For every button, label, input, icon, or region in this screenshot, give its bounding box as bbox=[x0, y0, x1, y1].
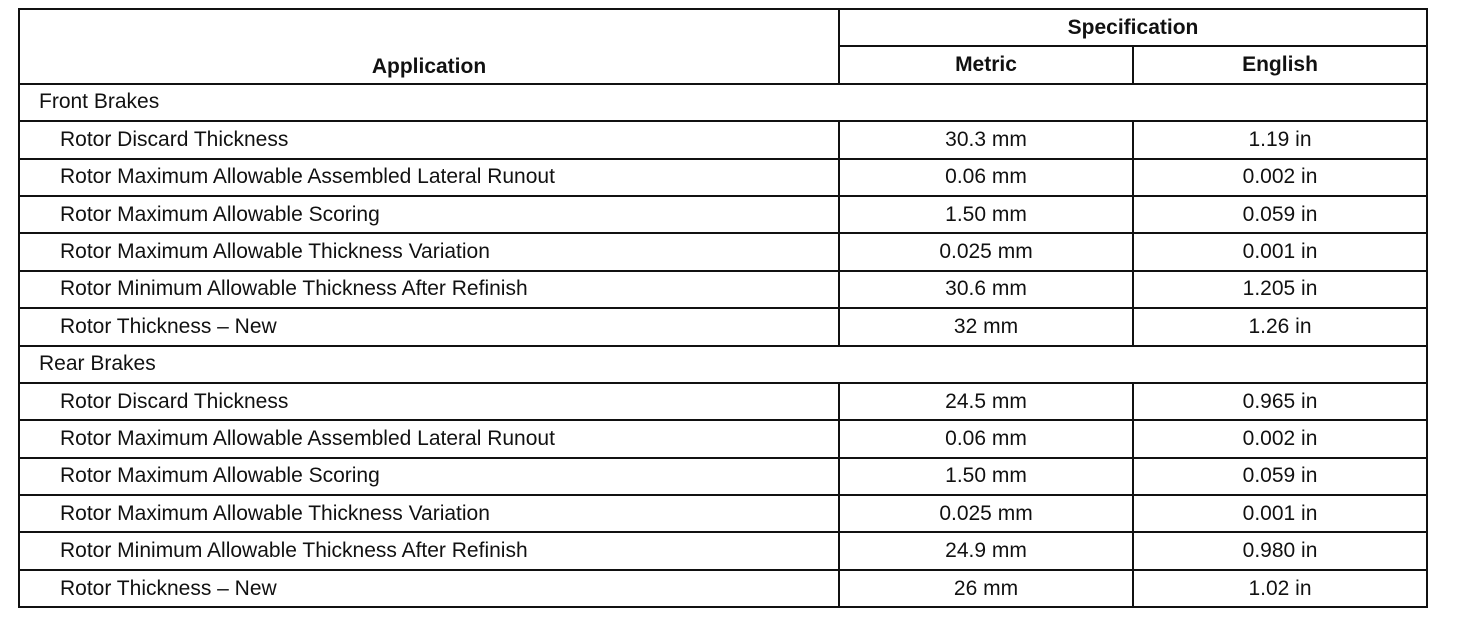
table-row bbox=[19, 196, 1427, 233]
table-row bbox=[19, 233, 1427, 270]
table-row bbox=[19, 420, 1427, 457]
section-title: Front Brakes bbox=[19, 84, 1427, 121]
table-row bbox=[19, 308, 1427, 345]
section-title: Rear Brakes bbox=[19, 346, 1427, 383]
english-cell: 0.980 in bbox=[1133, 532, 1427, 569]
english-cell: 0.059 in bbox=[1133, 458, 1427, 495]
english-cell: 1.205 in bbox=[1133, 271, 1427, 308]
section-row-front-brakes bbox=[19, 84, 1427, 121]
english-cell: 0.002 in bbox=[1133, 420, 1427, 457]
specification-header: Specification bbox=[839, 9, 1427, 46]
metric-cell: 0.025 mm bbox=[839, 233, 1133, 270]
table-row bbox=[19, 383, 1427, 420]
application-cell: Rotor Maximum Allowable Assembled Lateral Runout bbox=[19, 159, 839, 196]
table-body bbox=[19, 84, 1427, 607]
metric-cell: 24.9 mm bbox=[839, 532, 1133, 569]
application-cell: Rotor Discard Thickness bbox=[19, 121, 839, 158]
application-cell: Rotor Minimum Allowable Thickness After Refinish bbox=[19, 532, 839, 569]
table-row bbox=[19, 532, 1427, 569]
header-row-top bbox=[19, 9, 1427, 46]
table-header bbox=[19, 9, 1427, 84]
metric-cell: 1.50 mm bbox=[839, 458, 1133, 495]
metric-cell: 30.3 mm bbox=[839, 121, 1133, 158]
application-cell: Rotor Minimum Allowable Thickness After Refinish bbox=[19, 271, 839, 308]
application-cell: Rotor Discard Thickness bbox=[19, 383, 839, 420]
application-cell: Rotor Thickness – New bbox=[19, 570, 839, 607]
english-cell: 0.965 in bbox=[1133, 383, 1427, 420]
table-row bbox=[19, 458, 1427, 495]
application-cell: Rotor Maximum Allowable Scoring bbox=[19, 458, 839, 495]
metric-cell: 1.50 mm bbox=[839, 196, 1133, 233]
application-cell: Rotor Maximum Allowable Scoring bbox=[19, 196, 839, 233]
application-cell: Rotor Maximum Allowable Thickness Variation bbox=[19, 233, 839, 270]
application-cell: Rotor Maximum Allowable Assembled Lateral Runout bbox=[19, 420, 839, 457]
english-cell: 1.26 in bbox=[1133, 308, 1427, 345]
english-cell: 1.19 in bbox=[1133, 121, 1427, 158]
english-cell: 0.059 in bbox=[1133, 196, 1427, 233]
application-header: Application bbox=[19, 9, 839, 84]
english-cell: 1.02 in bbox=[1133, 570, 1427, 607]
metric-cell: 26 mm bbox=[839, 570, 1133, 607]
application-cell: Rotor Maximum Allowable Thickness Variation bbox=[19, 495, 839, 532]
application-cell: Rotor Thickness – New bbox=[19, 308, 839, 345]
metric-cell: 24.5 mm bbox=[839, 383, 1133, 420]
metric-cell: 0.06 mm bbox=[839, 420, 1133, 457]
english-header: English bbox=[1133, 46, 1427, 83]
table-row bbox=[19, 570, 1427, 607]
table-row bbox=[19, 495, 1427, 532]
english-cell: 0.002 in bbox=[1133, 159, 1427, 196]
metric-cell: 0.025 mm bbox=[839, 495, 1133, 532]
metric-cell: 30.6 mm bbox=[839, 271, 1133, 308]
metric-cell: 32 mm bbox=[839, 308, 1133, 345]
table-row bbox=[19, 159, 1427, 196]
english-cell: 0.001 in bbox=[1133, 233, 1427, 270]
english-cell: 0.001 in bbox=[1133, 495, 1427, 532]
metric-cell: 0.06 mm bbox=[839, 159, 1133, 196]
table-row bbox=[19, 271, 1427, 308]
table-row bbox=[19, 121, 1427, 158]
brake-rotor-spec-table bbox=[18, 8, 1428, 608]
section-row-rear-brakes bbox=[19, 346, 1427, 383]
metric-header: Metric bbox=[839, 46, 1133, 83]
